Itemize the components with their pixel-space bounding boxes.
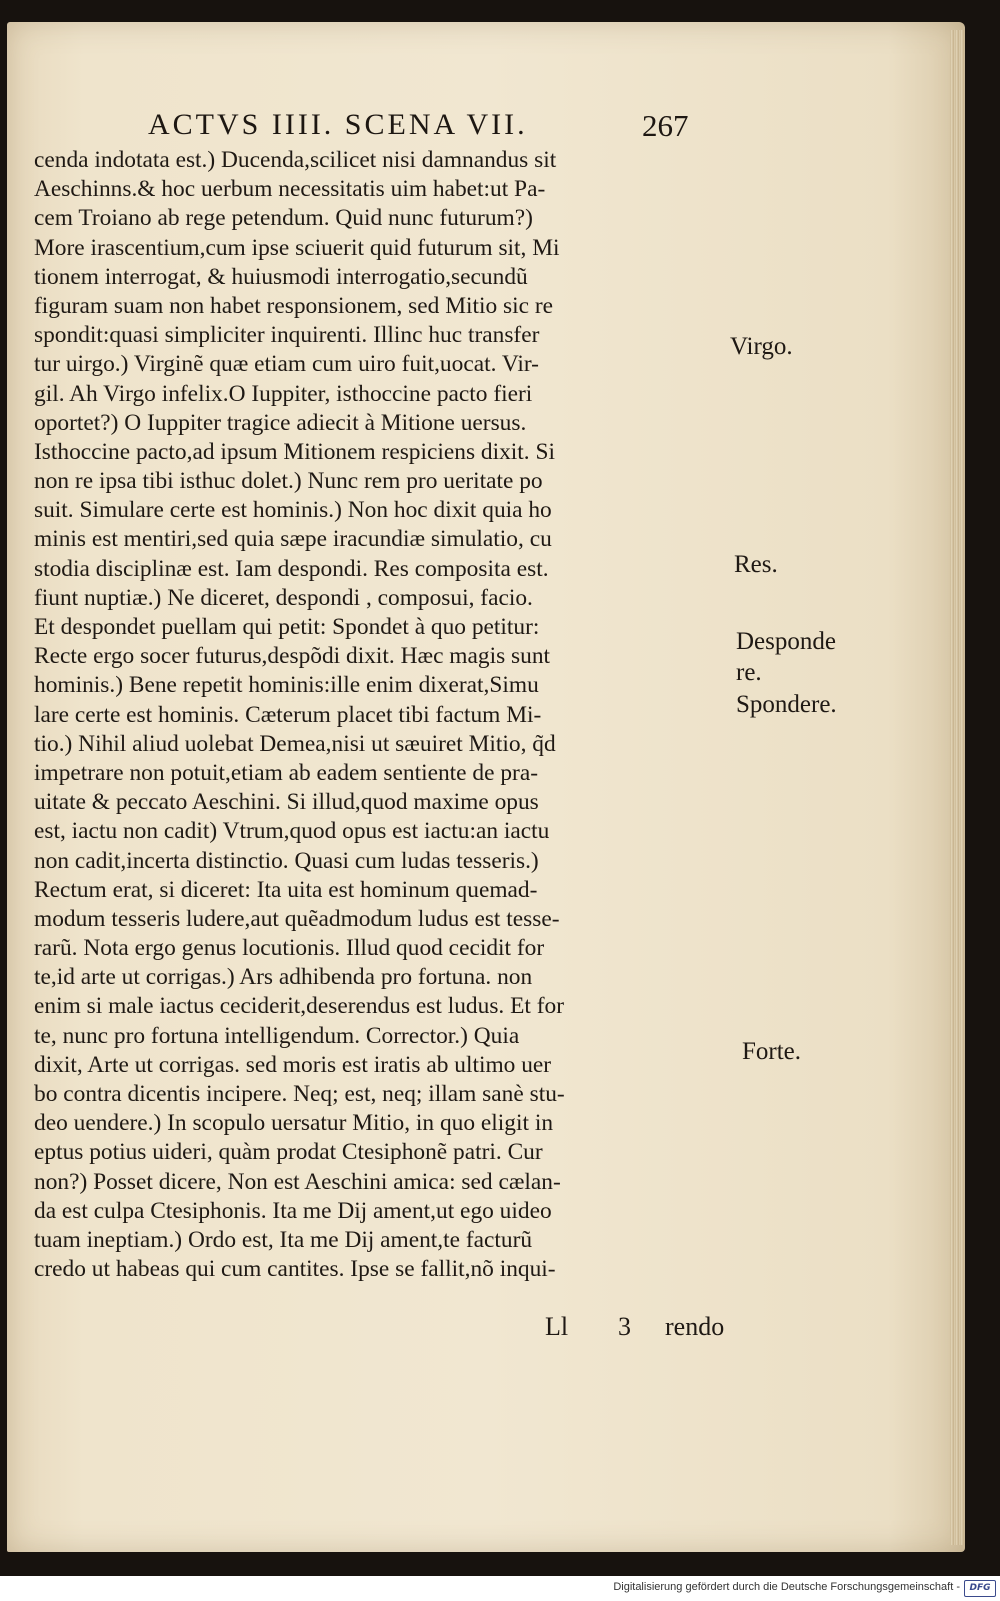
text-line: lare certe est hominis. Cæterum placet tibi factum Mi- xyxy=(34,701,542,728)
signature-number: 3 xyxy=(618,1312,631,1341)
marginal-note-res: Res. xyxy=(734,551,778,578)
text-line: deo uendere.) In scopulo uersatur Mitio, in quo eligit in xyxy=(34,1110,554,1137)
page-number: 267 xyxy=(642,108,689,143)
footer-bar xyxy=(0,1576,1000,1601)
text-line: est, iactu non cadit) Vtrum,quod opus est iactu:an iactu xyxy=(34,818,550,845)
signature-letters: Ll xyxy=(545,1312,569,1341)
text-line: da est culpa Ctesiphonis. Ita me Dĳ ament,ut ego uideo xyxy=(34,1197,552,1224)
text-line: tionem interrogat, & huiusmodi interrogatio,secundũ xyxy=(34,263,528,290)
text-line: minis est mentiri,sed quia sæpe iracundiæ simulatio, cu xyxy=(34,526,552,553)
catchword: rendo xyxy=(665,1312,725,1341)
running-head xyxy=(138,108,718,148)
text-line: te, nunc pro fortuna intelligendum. Corrector.) Quia xyxy=(34,1022,520,1049)
marginal-note-desponde: Desponde xyxy=(736,628,836,655)
text-line: Aeschinns.& hoc uerbum necessitatis uim habet:ut Pa- xyxy=(34,176,546,203)
text-line: Rectum erat, si diceret: Ita uita est hominum quemad- xyxy=(34,876,538,903)
text-line: te,id arte ut corrigas.) Ars adhibenda pro fortuna. non xyxy=(34,964,533,991)
text-line: rarũ. Nota ergo genus locutionis. Illud quod cecidit for xyxy=(34,935,545,962)
marginal-note-spondere: Spondere. xyxy=(736,691,837,718)
text-line: bo contra dicentis incipere. Neq; est, neq; illam sanè stu- xyxy=(34,1081,565,1107)
text-line: uitate & peccato Aeschini. Si illud,quod maxime opus xyxy=(34,789,539,816)
marginal-note-desponde-cont: re. xyxy=(736,659,762,686)
marginal-note-forte: Forte. xyxy=(742,1038,802,1065)
text-line: enim si male iactus ceciderit,deserendus est ludus. Et for xyxy=(34,993,565,1020)
body-text xyxy=(34,146,734,1284)
marginalia xyxy=(730,0,930,1400)
text-line: tuam ineptiam.) Ordo est, Ita me Dĳ ament,te facturũ xyxy=(34,1226,533,1253)
text-line: Et despondet puellam qui petit: Spondet à quo petitur: xyxy=(34,614,540,640)
text-line: eptus potius uideri, quàm prodat Ctesiphonẽ patri. Cur xyxy=(34,1139,543,1166)
text-line: Isthoccine pacto,ad ipsum Mitionem respiciens dixit. Si xyxy=(34,438,556,465)
text-line: cenda indotata est.) Ducenda,scilicet nisi damnandus sit xyxy=(34,147,557,173)
text-line: oportet?) O Iuppiter tragice adiecit à Mitione uersus. xyxy=(34,409,527,436)
text-line: suit. Simulare certe est hominis.) Non hoc dixit quia ho xyxy=(34,497,552,524)
text-line: gil. Ah Virgo infelix.O Iuppiter, isthoccine pacto fieri xyxy=(34,380,533,407)
text-line: modum tesseris ludere,aut quẽadmodum ludus est tesse- xyxy=(34,905,560,932)
page-edge xyxy=(950,30,964,1545)
text-line: credo ut habeas qui cum cantites. Ipse se fallit,nõ inqui- xyxy=(34,1256,556,1283)
text-line: tio.) Nihil aliud uolebat Demea,nisi ut sæuiret Mitio, q̃d xyxy=(34,730,556,757)
marginal-note-virgo: Virgo. xyxy=(730,333,793,360)
dfg-logo: DFG xyxy=(964,1580,996,1597)
text-line: non re ipsa tibi isthuc dolet.) Nunc rem pro ueritate po xyxy=(34,468,543,495)
text-line: tur uirgo.) Virginẽ quæ etiam cum uiro fuit,uocat. Vir- xyxy=(34,351,539,378)
text-line: hominis.) Bene repetit hominis:ille enim dixerat,Simu xyxy=(34,672,539,699)
text-line: spondit:quasi simpliciter inquirenti. Illinc huc transfer xyxy=(34,322,540,349)
text-line: non cadit,incerta distinctio. Quasi cum ludas tesseris.) xyxy=(34,847,539,874)
funding-credit: Digitalisierung gefördert durch die Deutsche Forschungsgemeinschaft - xyxy=(613,1581,960,1593)
text-line: stodia disciplinæ est. Iam despondi. Res composita est. xyxy=(34,555,549,582)
text-line: non?) Posset dicere, Non est Aeschini amica: sed cælan- xyxy=(34,1168,561,1195)
text-line: cem Troiano ab rege petendum. Quid nunc futurum?) xyxy=(34,205,533,232)
text-line: dixit, Arte ut corrigas. sed moris est iratis ab ultimo uer xyxy=(34,1051,552,1078)
text-line: fiunt nuptiæ.) Ne diceret, despondi , composui, facio. xyxy=(34,584,533,611)
text-line: More irascentium,cum ipse sciuerit quid futurum sit, Mi xyxy=(34,234,560,261)
text-line: Recte ergo socer futurus,despõdi dixit. Hæc magis sunt xyxy=(34,643,551,670)
text-line: figuram suam non habet responsionem, sed Mitio sic re xyxy=(34,292,554,319)
text-line: impetrare non potuit,etiam ab eadem sentiente de pra- xyxy=(34,759,538,786)
running-head-title: ACTVS IIII. SCENA VII. xyxy=(148,108,528,141)
